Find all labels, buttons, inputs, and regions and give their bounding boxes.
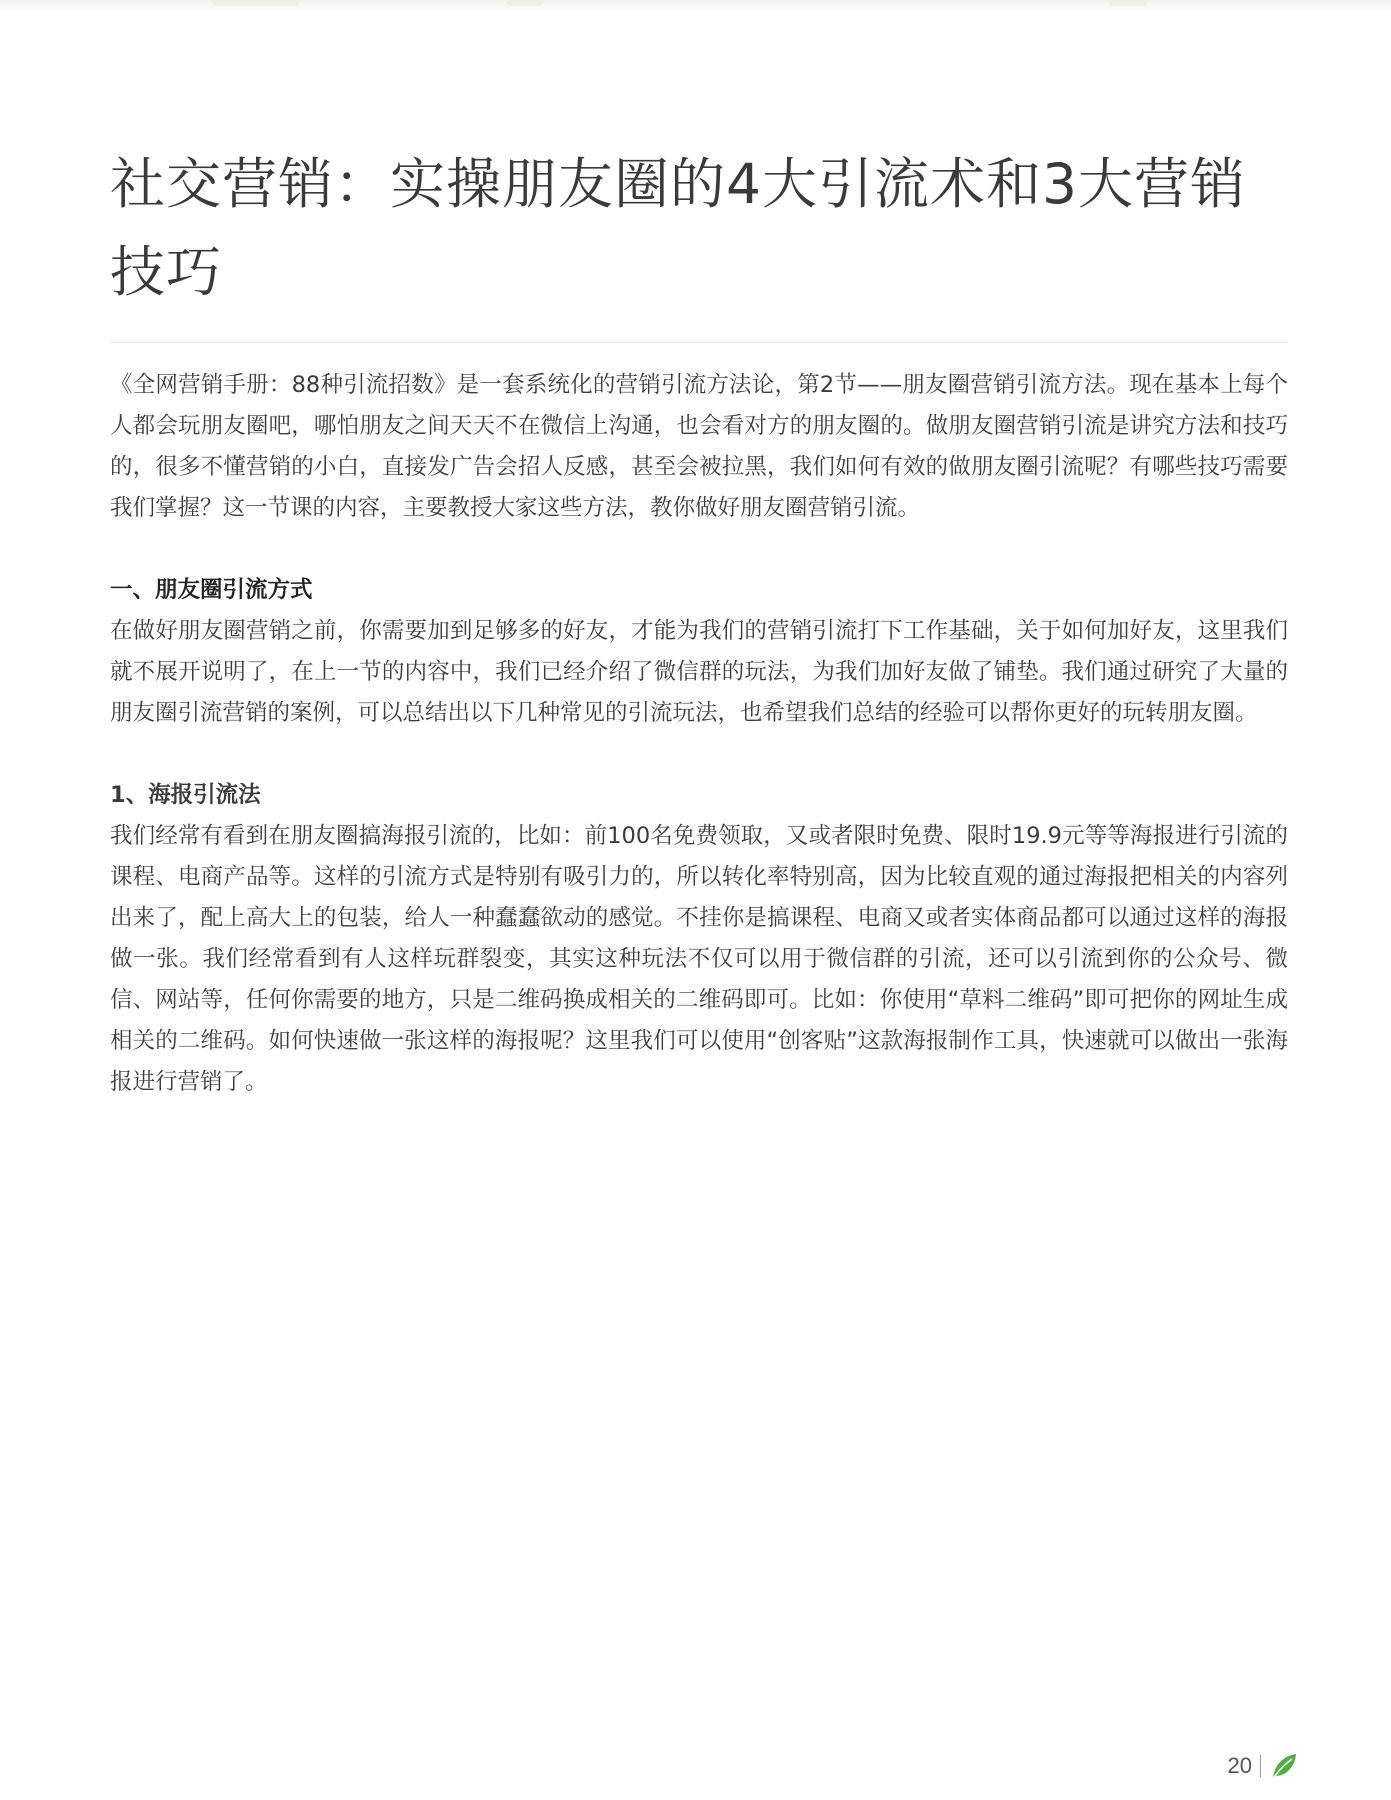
subsection-paragraph: 我们经常有看到在朋友圈搞海报引流的，比如：前100名免费领取，又或者限时免费、限时19.9元等等海报进行引流的课程、电商产品等。这样的引流方式是特别有吸引力的，所以转化率特别高，因为比较直观的通过海报把相关的内容列出来了，配上高大上的包装，给人一种蠢蠢欲动的感觉。不挂你是搞课程、电商又或者实体商品都可以通过这样的海报做一张。我们经常看到有人这样玩群裂变，其实这种玩法不仅可以用于微信群的引流，还可以引流到你的公众号、微信、网站等，任何你需要的地方，只是二维码换成相关的二维码即可。比如：你使用“草料二维码”即可把你的网址生成相关的二维码。如何快速做一张这样的海报呢？这里我们可以使用“创客贴”这款海报制作工具，快速就可以做出一张海报进行营销了。	[110, 823, 1288, 1095]
document-page	[110, 140, 1288, 1103]
top-edge-smudge	[505, 0, 545, 6]
top-edge-smudge	[1108, 0, 1148, 6]
page-number: 20	[1227, 1753, 1252, 1778]
paragraph-gap	[110, 734, 1288, 775]
intro-paragraph: 《全网营销手册：88种引流招数》是一套系统化的营销引流方法论，第2节——朋友圈营销引流方法。现在基本上每个人都会玩朋友圈吧，哪怕朋友之间天天不在微信上沟通，也会看对方的朋友圈的。做朋友圈营销引流是讲究方法和技巧的，很多不懂营销的小白，直接发广告会招人反感，甚至会被拉黑，我们如何有效的做朋友圈引流呢？有哪些技巧需要我们掌握？这一节课的内容，主要教授大家这些方法，教你做好朋友圈营销引流。	[110, 372, 1288, 521]
page-footer	[1228, 1750, 1299, 1782]
document-title: 社交营销：实操朋友圈的4大引流术和3大营销技巧	[110, 152, 1246, 304]
top-edge-strip	[0, 0, 1391, 14]
top-edge-smudge	[210, 0, 300, 6]
section-heading: 一、朋友圈引流方式	[110, 577, 313, 603]
green-leaf-icon	[1269, 1751, 1299, 1781]
title-divider	[110, 342, 1288, 343]
paragraph-gap	[110, 529, 1288, 570]
page-number-separator	[1260, 1755, 1261, 1777]
subsection-heading: 1、海报引流法	[110, 782, 261, 808]
section-paragraph: 在做好朋友圈营销之前，你需要加到足够多的好友，才能为我们的营销引流打下工作基础，关于如何加好友，这里我们就不展开说明了，在上一节的内容中，我们已经介绍了微信群的玩法，为我们加好友做了铺垫。我们通过研究了大量的朋友圈引流营销的案例，可以总结出以下几种常见的引流玩法，也希望我们总结的经验可以帮你更好的玩转朋友圈。	[110, 618, 1288, 726]
